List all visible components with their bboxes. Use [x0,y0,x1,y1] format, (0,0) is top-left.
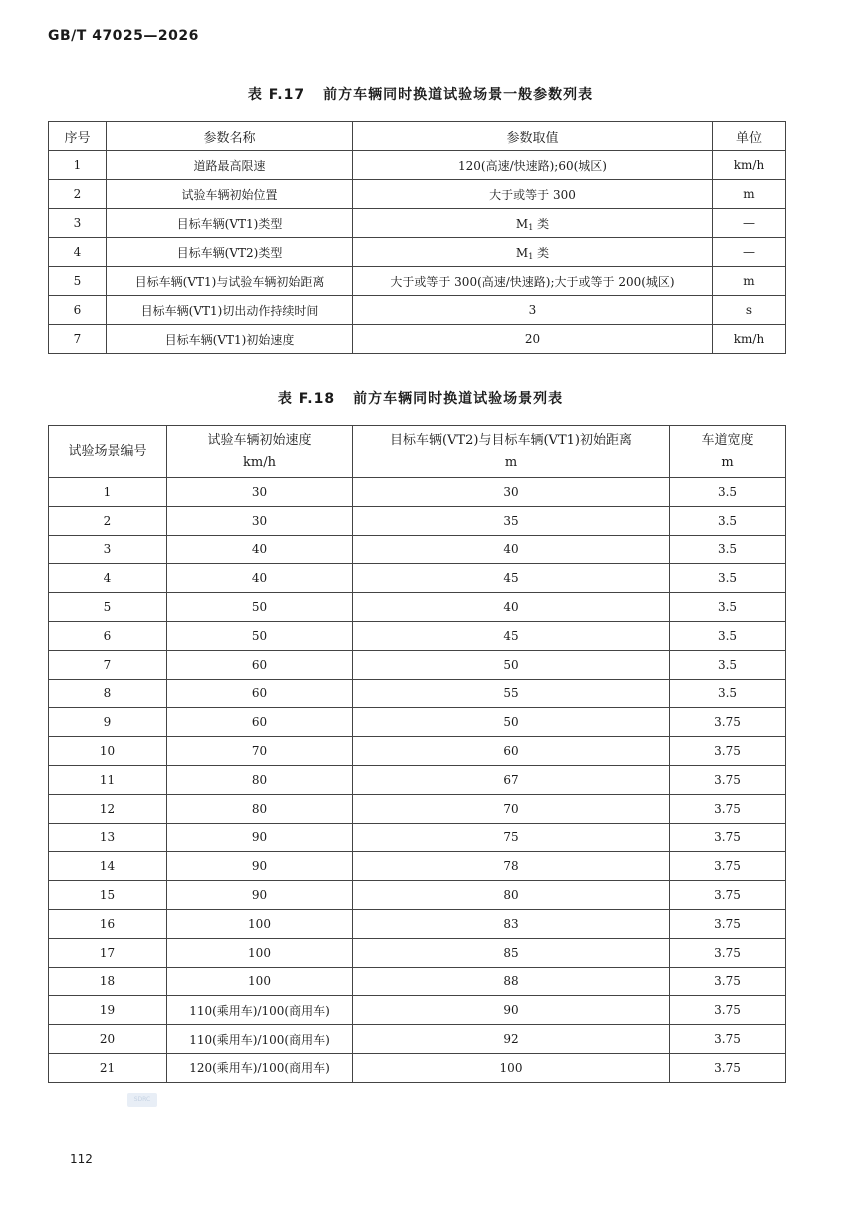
col-header: 单位 [713,122,786,151]
initial-distance: 45 [353,621,670,650]
initial-speed: 30 [167,478,353,507]
initial-speed: 70 [167,737,353,766]
vehicle-class-suffix: 类 [533,245,550,260]
standard-code: GB/T 47025—2026 [48,28,199,44]
scenario-id: 1 [49,478,167,507]
param-name: 道路最高限速 [107,151,353,180]
param-name: 目标车辆(VT1)与试验车辆初始距离 [107,267,353,296]
param-value: 120(高速/快速路);60(城区) [353,151,713,180]
lane-width: 3.75 [670,823,786,852]
scenario-id: 8 [49,679,167,708]
scenario-id: 16 [49,909,167,938]
lane-width: 3.5 [670,650,786,679]
table-row [49,967,786,996]
table-f17-caption-number: 表 F.17 [247,87,306,103]
row-number: 1 [49,151,107,180]
table-row [49,938,786,967]
col-title: 车道宽度 [701,432,754,448]
param-unit: m [713,180,786,209]
table-row [49,478,786,507]
row-number: 7 [49,325,107,354]
param-value: 3 [353,296,713,325]
lane-width: 3.75 [670,708,786,737]
table-f18 [48,425,786,1083]
initial-distance: 40 [353,593,670,622]
table-row [49,564,786,593]
initial-distance: 55 [353,679,670,708]
initial-distance: 100 [353,1053,670,1082]
initial-speed: 100 [167,938,353,967]
initial-speed: 60 [167,650,353,679]
table-row [49,593,786,622]
scenario-id: 5 [49,593,167,622]
table-row [49,650,786,679]
initial-speed: 90 [167,823,353,852]
col-header-initial-speed [167,426,353,478]
lane-width: 3.5 [670,621,786,650]
initial-distance: 83 [353,909,670,938]
scenario-id: 17 [49,938,167,967]
table-row [49,823,786,852]
initial-distance: 90 [353,996,670,1025]
vehicle-class-subscript: 1 [528,251,534,261]
param-name: 试验车辆初始位置 [107,180,353,209]
lane-width: 3.75 [670,737,786,766]
table-f18-body [49,478,786,1083]
initial-distance: 92 [353,1025,670,1054]
lane-width: 3.75 [670,1025,786,1054]
col-unit: km/h [243,454,276,470]
initial-distance: 60 [353,737,670,766]
initial-distance: 85 [353,938,670,967]
initial-speed: 110(乘用车)/100(商用车) [167,1025,353,1054]
initial-distance: 35 [353,506,670,535]
col-header-scenario-id [49,426,167,478]
initial-distance: 67 [353,765,670,794]
table-f18-header-row [49,426,786,478]
lane-width: 3.5 [670,478,786,507]
table-f17 [48,121,786,354]
param-value [353,238,713,267]
col-header-lane-width [670,426,786,478]
lane-width: 3.75 [670,1053,786,1082]
scenario-id: 11 [49,765,167,794]
scenario-id: 12 [49,794,167,823]
initial-distance: 80 [353,881,670,910]
col-unit: m [721,454,734,470]
initial-speed: 50 [167,593,353,622]
lane-width: 3.75 [670,996,786,1025]
param-value: 20 [353,325,713,354]
initial-speed: 40 [167,564,353,593]
table-row [49,151,786,180]
row-number: 3 [49,209,107,238]
scenario-id: 14 [49,852,167,881]
vehicle-class-letter: M [515,245,529,260]
table-row [49,238,786,267]
col-header: 参数取值 [353,122,713,151]
initial-speed: 90 [167,852,353,881]
lane-width: 3.75 [670,881,786,910]
param-unit: m [713,267,786,296]
table-row [49,737,786,766]
lane-width: 3.5 [670,564,786,593]
initial-speed: 60 [167,679,353,708]
table-row [49,794,786,823]
table-row [49,267,786,296]
table-f18-caption [0,388,841,408]
lane-width: 3.5 [670,535,786,564]
row-number: 2 [49,180,107,209]
vehicle-class-subscript: 1 [528,222,534,232]
initial-distance: 50 [353,650,670,679]
initial-distance: 70 [353,794,670,823]
table-row [49,909,786,938]
scenario-id: 15 [49,881,167,910]
scenario-id: 9 [49,708,167,737]
page-number: 112 [70,1152,93,1166]
scenario-id: 4 [49,564,167,593]
lane-width: 3.75 [670,794,786,823]
lane-width: 3.75 [670,967,786,996]
watermark-logo: SDRC [127,1093,157,1107]
lane-width: 3.75 [670,938,786,967]
col-title: 试验场景编号 [68,443,147,459]
lane-width: 3.75 [670,852,786,881]
param-name: 目标车辆(VT1)类型 [107,209,353,238]
scenario-id: 10 [49,737,167,766]
initial-speed: 60 [167,708,353,737]
table-row [49,506,786,535]
param-value [353,209,713,238]
initial-speed: 100 [167,909,353,938]
initial-speed: 30 [167,506,353,535]
table-row [49,1053,786,1082]
col-header: 序号 [49,122,107,151]
initial-speed: 110(乘用车)/100(商用车) [167,996,353,1025]
col-header-initial-distance [353,426,670,478]
table-f18-caption-number: 表 F.18 [277,391,336,407]
scenario-id: 6 [49,621,167,650]
lane-width: 3.5 [670,593,786,622]
initial-speed: 120(乘用车)/100(商用车) [167,1053,353,1082]
table-row [49,180,786,209]
initial-distance: 75 [353,823,670,852]
table-row [49,881,786,910]
table-row [49,852,786,881]
col-title: 目标车辆(VT2)与目标车辆(VT1)初始距离 [390,432,632,448]
initial-speed: 90 [167,881,353,910]
table-row [49,296,786,325]
scenario-id: 20 [49,1025,167,1054]
table-row [49,325,786,354]
table-f17-caption [0,84,841,104]
lane-width: 3.75 [670,909,786,938]
scenario-id: 3 [49,535,167,564]
row-number: 5 [49,267,107,296]
initial-distance: 45 [353,564,670,593]
lane-width: 3.75 [670,765,786,794]
scenario-id: 2 [49,506,167,535]
table-row [49,535,786,564]
initial-speed: 40 [167,535,353,564]
initial-distance: 40 [353,535,670,564]
scenario-id: 18 [49,967,167,996]
col-header: 参数名称 [107,122,353,151]
table-row [49,765,786,794]
param-name: 目标车辆(VT1)初始速度 [107,325,353,354]
param-unit: — [713,238,786,267]
scenario-id: 13 [49,823,167,852]
param-unit: km/h [713,325,786,354]
table-row [49,679,786,708]
param-name: 目标车辆(VT1)切出动作持续时间 [107,296,353,325]
param-value: 大于或等于 300(高速/快速路);大于或等于 200(城区) [353,267,713,296]
table-row [49,621,786,650]
lane-width: 3.5 [670,506,786,535]
initial-distance: 78 [353,852,670,881]
initial-distance: 30 [353,478,670,507]
initial-distance: 50 [353,708,670,737]
table-f17-caption-title: 前方车辆同时换道试验场景一般参数列表 [323,87,594,103]
table-row [49,1025,786,1054]
initial-speed: 50 [167,621,353,650]
initial-speed: 100 [167,967,353,996]
row-number: 6 [49,296,107,325]
lane-width: 3.5 [670,679,786,708]
scenario-id: 7 [49,650,167,679]
col-unit: m [504,454,518,470]
table-row [49,209,786,238]
table-row [49,996,786,1025]
param-unit: km/h [713,151,786,180]
vehicle-class-letter: M [515,216,529,231]
table-f17-header-row [49,122,786,151]
vehicle-class-suffix: 类 [533,216,550,231]
param-unit: s [713,296,786,325]
table-f18-caption-title: 前方车辆同时换道试验场景列表 [353,391,564,407]
scenario-id: 19 [49,996,167,1025]
param-value: 大于或等于 300 [353,180,713,209]
row-number: 4 [49,238,107,267]
table-row [49,708,786,737]
scenario-id: 21 [49,1053,167,1082]
initial-speed: 80 [167,765,353,794]
initial-distance: 88 [353,967,670,996]
col-title: 试验车辆初始速度 [207,432,312,448]
initial-speed: 80 [167,794,353,823]
param-name: 目标车辆(VT2)类型 [107,238,353,267]
param-unit: — [713,209,786,238]
